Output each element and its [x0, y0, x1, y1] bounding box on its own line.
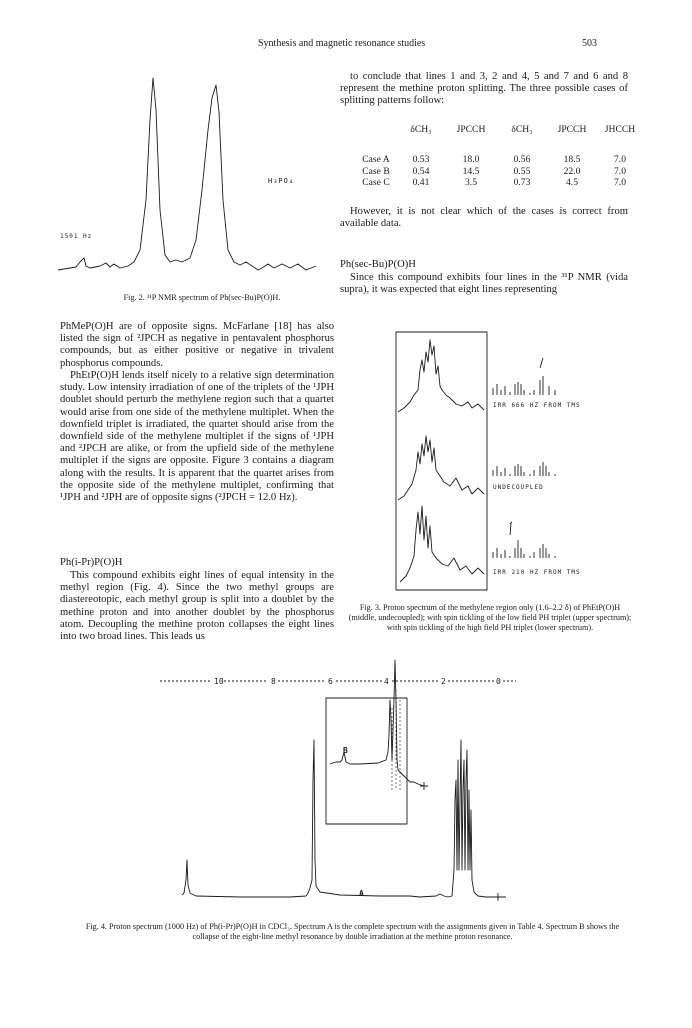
fig3-top-label: IRR 666 HZ FROM TMS	[493, 402, 581, 409]
fig3-bottom-label: IRR 210 HZ FROM TMS	[493, 569, 581, 576]
table-cell: 22.0	[563, 165, 581, 177]
fig4-tick-8: 8	[271, 677, 276, 686]
left-paragraph-2: PhEtP(O)H lends itself nicely to a relative sign determination study. Low intensity irradiation of one of the triplets of the ¹JPH doublet should perturb the methylene region such that a quartet would arise from one side of the methylene multiplet. When the downfield triplet is irradiated, the quartet should arise from the downfield side of the methylene multiplet if the signs of ¹JPH and ²JPCH are alike, or from the upfield side of the methylene multiplet if the signs are opposite. Figure 3 contains a diagram along with the results. It is apparent that the quartet arises from the opposite side of the methylene multiplet, confirming that ¹JPH and ²JPH are of opposite signs (²JPCH = 12.0 Hz).	[60, 370, 334, 504]
fig4-caption: Fig. 4. Proton spectrum (1000 Hz) of Ph(i-Pr)P(O)H in CDCl₃. Spectrum A is the complete spectrum with the assignments given in Table 4. Spectrum B shows the collapse of the eight-line methyl resonance by double irradiation at the methine proton resonance.	[85, 922, 620, 941]
table-header-cell: δCH₃	[410, 124, 432, 135]
table-header-cell: JPCCH	[456, 124, 486, 135]
fig3-top-trace	[398, 340, 484, 412]
fig3-middle-trace	[398, 436, 484, 500]
table-cell: 0.53	[412, 154, 430, 166]
fig4-tick-4: 4	[384, 677, 389, 686]
table-cell: 7.0	[614, 165, 626, 177]
table-cell: Case A	[362, 154, 390, 166]
page-number: 503	[582, 38, 597, 49]
table-cell: 18.5	[563, 154, 581, 166]
running-title: Synthesis and magnetic resonance studies	[258, 38, 426, 49]
fig4-spectrum-b-trace	[330, 660, 424, 786]
table-cell: Case C	[362, 177, 390, 189]
table-cell: 18.0	[462, 154, 480, 166]
table-cell: 0.73	[513, 177, 531, 189]
table-header-cell: JHCCH	[604, 124, 636, 135]
secbu-heading: Ph(sec-Bu)P(O)H	[340, 259, 416, 270]
table-cell: 0.41	[412, 177, 430, 189]
fig4-inset-frame	[326, 698, 407, 824]
fig3-middle-sticks	[493, 462, 555, 476]
ipr-heading: Ph(i-Pr)P(O)H	[60, 557, 123, 568]
fig2-right-label: H₃PO₄	[268, 177, 295, 185]
fig2-caption: Fig. 2. ³¹P NMR spectrum of Ph(sec-Bu)P(O)H.	[123, 293, 281, 302]
fig3-frame	[396, 332, 487, 590]
however-paragraph: However, it is not clear which of the cases is correct from available data.	[340, 206, 628, 230]
fig3-caption: Fig. 3. Proton spectrum of the methylene region only (1.6–2.2 δ) of PhEtP(O)H (middle, undecoupled); with spin tickling of the low field PH triplet (upper spectrum); with spin tickling of the high field PH triplet (lower spectrum).	[348, 603, 632, 632]
table-cell: 14.5	[462, 165, 480, 177]
table-cell: 0.55	[513, 165, 531, 177]
fig2-spectrum-trace	[58, 78, 316, 270]
fig3-middle-label: UNDECOUPLED	[493, 484, 544, 491]
table-header-cell: δCH₃	[511, 124, 533, 135]
right-top-paragraph: to conclude that lines 1 and 3, 2 and 4, 5 and 7 and 6 and 8 represent the methine proton splitting. The three possible cases of splitting patterns follow:	[340, 71, 628, 107]
left-paragraph-1: PhMeP(O)H are of opposite signs. McFarlane [18] has also listed the sign of ²JPCH as negative in pentavalent phosphorus compounds, but as either positive or negative in trivalent phosphorus compounds.	[60, 321, 334, 369]
table-cell: 0.56	[513, 154, 531, 166]
fig4-tick-0: 0	[496, 677, 501, 686]
fig4-tick-6: 6	[328, 677, 333, 686]
table-cell: Case B	[362, 165, 390, 177]
table-cell: 7.0	[614, 177, 626, 189]
fig4-spectrum-a-trace	[182, 740, 506, 897]
fig2-left-label: 1501 Hz	[60, 233, 93, 240]
table-cell: 4.5	[566, 177, 578, 189]
table-cell: 7.0	[614, 154, 626, 166]
secbu-paragraph: Since this compound exhibits four lines in the ³¹P NMR (vida supra), it was expected that eight lines representing	[340, 272, 628, 296]
table-cell: 0.54	[412, 165, 430, 177]
fig4-spectrum-a-tick	[494, 893, 502, 901]
ipr-paragraph: This compound exhibits eight lines of equal intensity in the methyl region (Fig. 4). Since the two methyl groups are diastereotopic, each methyl group is split into a doublet by the methine proton and into another doublet by the phosphorus atom. Decoupling the methine proton collapses the eight lines into two broad lines. This leads us	[60, 570, 334, 643]
fig3-bottom-trace	[400, 506, 484, 582]
fig4-spectrum-b-tick	[420, 782, 428, 790]
fig4-tick-2: 2	[441, 677, 446, 686]
fig4-label-b: B	[343, 746, 349, 755]
fig3-top-sticks	[493, 358, 555, 395]
fig4-label-a: A	[359, 889, 365, 898]
fig4-tick-10: 10	[214, 677, 224, 686]
table-cell: 3.5	[465, 177, 477, 189]
fig3-bottom-sticks	[493, 522, 555, 558]
table-header-cell: JPCCH	[557, 124, 587, 135]
